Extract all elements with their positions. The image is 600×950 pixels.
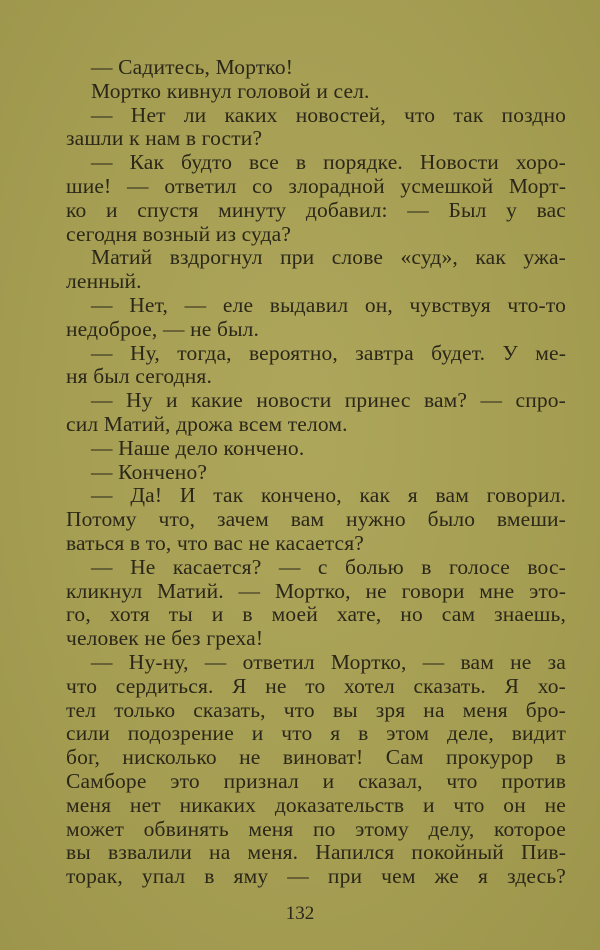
text-line: ленный. [66, 269, 142, 294]
text-line: — Не касается? — с болью в голосе вос- [91, 554, 566, 579]
text-line: зашли к нам в гости? [66, 126, 263, 151]
text-line: может обвинять меня по этому делу, которое [66, 816, 566, 841]
text-line: торак, упал в яму — при чем же я здесь? [66, 864, 566, 889]
text-line: — Наше дело кончено. [91, 435, 305, 460]
page-text [66, 56, 566, 889]
text-line: — Как будто все в порядке. Новости хоро- [91, 150, 566, 175]
text-line: Матий вздрогнул при слове «суд», как ужа- [91, 245, 566, 270]
page-number: 132 [285, 903, 315, 924]
text-line: сили подозрение и что я в этом деле, видит [66, 721, 566, 746]
text-line: — Ну-ну, — ответил Мортко, — вам не за [91, 649, 566, 674]
text-line: человек не без греха! [66, 626, 264, 651]
text-line: меня нет никаких доказательств и что он не [66, 792, 566, 817]
text-line: шие! — ответил со злорадной усмешкой Морт- [66, 173, 566, 198]
text-line: тел только сказать, что вы зря на меня бро- [66, 697, 566, 722]
text-line: ко и спустя минуту добавил: — Был у вас [66, 197, 566, 222]
text-line: ня был сегодня. [66, 364, 212, 389]
text-line: что сердиться. Я не то хотел сказать. Я хо- [66, 673, 566, 698]
text-line: — Ну, тогда, вероятно, завтра будет. У ме- [91, 340, 566, 365]
text-line: — Нет, — еле выдавил он, чувствуя что-то [91, 292, 566, 317]
text-line: — Кончено? [91, 459, 208, 484]
text-line: сил Матий, дрожа всем телом. [66, 411, 348, 436]
text-line: — Да! И так кончено, как я вам говорил. [91, 483, 566, 508]
text-line: бог, нисколько не виноват! Сам прокурор в [66, 745, 566, 770]
text-line: Мортко кивнул головой и сел. [91, 78, 370, 103]
text-line: — Ну и какие новости принес вам? — спро- [91, 388, 566, 413]
text-line: кликнул Матий. — Мортко, не говори мне это- [66, 578, 566, 603]
text-line: сегодня возный из суда? [66, 221, 292, 246]
text-line: — Садитесь, Мортко! [91, 55, 294, 79]
text-line: вы взвалили на меня. Напился покойный Пив- [66, 840, 566, 865]
text-line: ваться в то, что вас не касается? [66, 530, 364, 555]
text-line: Потому что, зачем вам нужно было вмеши- [66, 507, 566, 532]
text-line: го, хотя ты и в моей хате, но сам знаешь, [66, 602, 566, 627]
text-line: недоброе, — не был. [66, 316, 260, 341]
text-line: — Нет ли каких новостей, что так поздно [91, 102, 566, 127]
text-line: Самборе это признал и сказал, что против [66, 768, 566, 793]
